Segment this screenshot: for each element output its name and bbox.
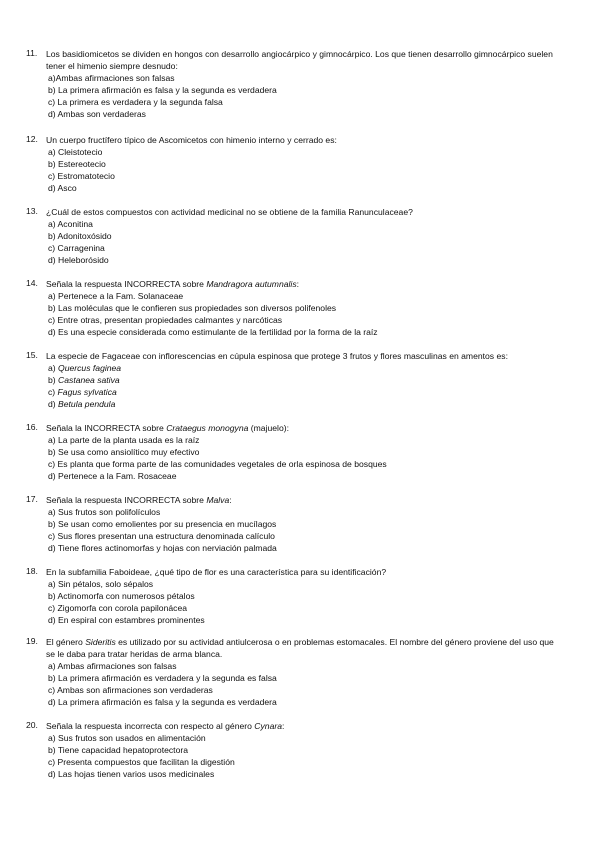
stem-text: El género	[46, 637, 86, 647]
question-stem	[46, 636, 556, 660]
question-stem: Los basidiomicetos se dividen en hongos con desarrollo angiocárpico y gimnocárpico. Los que tienen desarrollo gimnocárpico suelen tener el himenio siempre desnudo:	[46, 49, 553, 72]
option-a: a) Sus frutos son usados en alimentación	[48, 733, 206, 744]
option-a: a)Ambas afirmaciones son falsas	[48, 73, 175, 84]
option-d: d) Asco	[48, 183, 77, 194]
question-17	[26, 494, 556, 554]
question-18	[26, 566, 556, 626]
species-name: Betula pendula	[58, 399, 116, 410]
option-letter: b)	[48, 375, 59, 386]
option-c	[46, 386, 556, 398]
question-number: 19.	[26, 636, 38, 646]
option-c: c) Presenta compuestos que facilitan la digestión	[48, 757, 235, 768]
question-number: 17.	[26, 494, 38, 504]
species-name: Castanea sativa	[58, 375, 120, 386]
option-c: c) Sus flores presentan una estructura denominada calículo	[48, 531, 275, 542]
question-12	[26, 134, 556, 194]
option-c: c) Carragenina	[48, 243, 105, 254]
question-13	[26, 206, 556, 266]
question-15	[26, 350, 556, 410]
option-a: a) Sin pétalos, solo sépalos	[48, 579, 154, 590]
question-stem: La especie de Fagaceae con inflorescencias en cúpula espinosa que protege 3 frutos y flores masculinas en amentos es:	[46, 351, 508, 361]
option-a: a) Sus frutos son polifolículos	[48, 507, 161, 518]
question-number: 13.	[26, 206, 38, 216]
question-stem: Un cuerpo fructífero típico de Ascomicetos con himenio interno y cerrado es:	[46, 135, 337, 145]
species-name: Crataegus monogyna	[166, 423, 249, 433]
question-14	[26, 278, 556, 338]
genus-name: Sideritis	[85, 637, 116, 647]
species-name: Fagus sylvatica	[57, 387, 117, 398]
option-letter: c)	[48, 387, 58, 398]
species-name: Quercus faginea	[58, 363, 122, 374]
option-c: c) La primera es verdadera y la segunda falsa	[48, 97, 223, 108]
question-16	[26, 422, 556, 482]
option-b: b) Se usan como emolientes por su presencia en mucílagos	[48, 519, 277, 530]
option-d	[46, 398, 556, 410]
option-a: a) Pertenece a la Fam. Solanaceae	[48, 291, 184, 302]
stem-text: Señala la respuesta INCORRECTA sobre	[46, 279, 207, 289]
option-c: c) Estromatotecio	[48, 171, 115, 182]
option-a	[46, 362, 556, 374]
question-number: 14.	[26, 278, 38, 288]
question-number: 15.	[26, 350, 38, 360]
genus-name: Cynara	[254, 721, 282, 731]
stem-text: :	[296, 279, 300, 289]
option-c: c) Ambas son afirmaciones son verdaderas	[48, 685, 213, 696]
question-20	[26, 720, 556, 780]
option-a: a) Cleistotecio	[48, 147, 103, 158]
option-b: b) Adonitoxósido	[48, 231, 112, 242]
option-b: b) Actinomorfa con numerosos pétalos	[48, 591, 195, 602]
question-number: 11.	[26, 48, 38, 58]
stem-text: :	[229, 495, 232, 505]
option-b: b) Tiene capacidad hepatoprotectora	[48, 745, 188, 756]
option-b: b) La primera afirmación es verdadera y la segunda es falsa	[48, 673, 277, 684]
option-a: a) Ambas afirmaciones son falsas	[48, 661, 177, 672]
stem-text: Señala la respuesta incorrecta con respecto al género	[46, 721, 255, 731]
option-b	[46, 374, 556, 386]
question-stem: ¿Cuál de estos compuestos con actividad medicinal no se obtiene de la familia Ranunculaceae?	[46, 207, 413, 217]
option-d: d) Heleborósido	[48, 255, 109, 266]
option-c: c) Entre otras, presentan propiedades calmantes y narcóticas	[48, 315, 283, 326]
question-stem	[46, 720, 556, 732]
stem-text: :	[282, 721, 285, 731]
question-19	[26, 636, 556, 708]
question-number: 16.	[26, 422, 38, 432]
option-letter: a)	[48, 363, 59, 374]
question-number: 12.	[26, 134, 38, 144]
question-11	[26, 48, 556, 120]
option-b: b) Se usa como ansiolítico muy efectivo	[48, 447, 200, 458]
option-d: d) Es una especie considerada como estimulante de la fertilidad por la forma de la raíz	[48, 327, 378, 338]
option-a: a) Aconitina	[48, 219, 93, 230]
question-stem: En la subfamilia Faboideae, ¿qué tipo de flor es una característica para su identificación?	[46, 567, 387, 577]
option-d: d) Las hojas tienen varios usos medicinales	[48, 769, 215, 780]
question-stem	[46, 494, 556, 506]
option-letter: d)	[48, 399, 59, 410]
stem-text: Señala la INCORRECTA sobre	[46, 423, 167, 433]
option-d: d) Tiene flores actinomorfas y hojas con nerviación palmada	[48, 543, 277, 554]
option-d: d) En espiral con estambres prominentes	[48, 615, 205, 626]
option-d: d) Ambas son verdaderas	[48, 109, 146, 120]
option-b: b) La primera afirmación es falsa y la segunda es verdadera	[48, 85, 277, 96]
option-d: d) Pertenece a la Fam. Rosaceae	[48, 471, 177, 482]
stem-text: (majuelo):	[248, 423, 289, 433]
option-d: d) La primera afirmación es falsa y la segunda es verdadera	[48, 697, 277, 708]
option-b: b) Las moléculas que le confieren sus propiedades son diversos polifenoles	[48, 303, 337, 314]
question-number: 20.	[26, 720, 38, 730]
genus-name: Malva	[206, 495, 230, 505]
stem-text: Señala la respuesta INCORRECTA sobre	[46, 495, 207, 505]
option-c: c) Zigomorfa con corola papilonácea	[48, 603, 188, 614]
stem-text: es utilizado por su actividad antiulcerosa o en problemas estomacales. El nombre del género proviene del uso que se le daba para tratar heridas de arma blanca.	[46, 637, 554, 660]
question-stem	[46, 422, 556, 434]
question-number: 18.	[26, 566, 38, 576]
question-stem	[46, 278, 556, 290]
option-a: a) La parte de la planta usada es la raíz	[48, 435, 200, 446]
option-c: c) Es planta que forma parte de las comunidades vegetales de orla espinosa de bosques	[48, 459, 387, 470]
option-b: b) Estereotecio	[48, 159, 106, 170]
species-name: Mandragora autumnalis	[206, 279, 297, 289]
